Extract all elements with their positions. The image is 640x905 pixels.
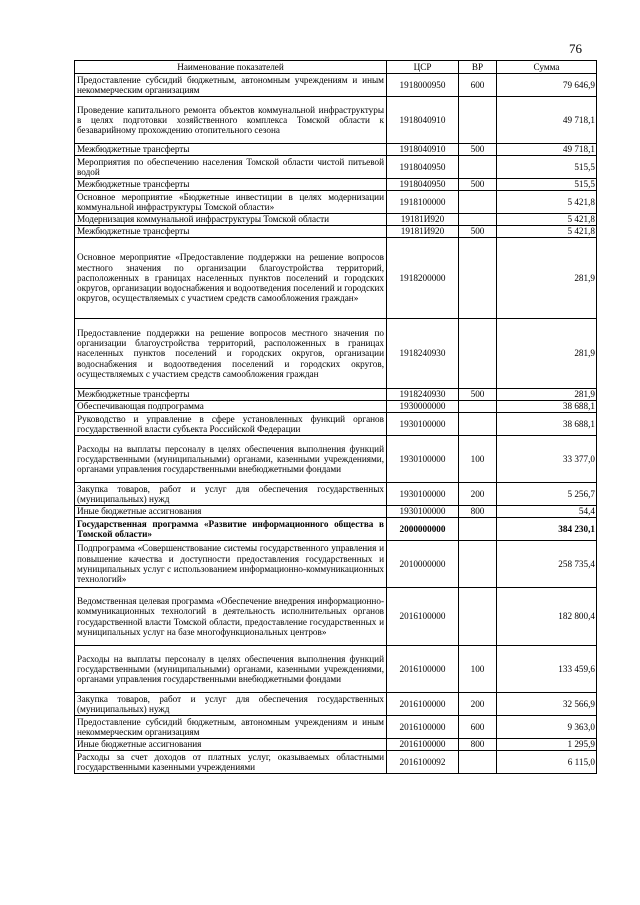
- cell-sum: 1 295,9: [497, 739, 597, 751]
- cell-sum: 33 377,0: [497, 436, 597, 483]
- table-row: [75, 739, 597, 751]
- cell-name: Межбюджетные трансферты: [75, 179, 387, 191]
- cell-sum: 38 688,1: [497, 401, 597, 413]
- cell-sum: 49 718,1: [497, 97, 597, 144]
- cell-code: 1930100000: [387, 413, 459, 436]
- cell-code: 2016100000: [387, 588, 459, 646]
- cell-sum: 5 256,7: [497, 483, 597, 506]
- cell-name: Подпрограмма «Совершенствование системы государственного управления и повышение качества и доступности предоставления государственных и муниципальных услуг с использованием информационно-коммуникационных технологий»: [75, 541, 387, 588]
- header-sum: Сумма: [497, 61, 597, 74]
- cell-vr: [459, 97, 497, 144]
- cell-sum: 5 421,8: [497, 214, 597, 226]
- cell-name: Государственная программа «Развитие информационного общества в Томской области»: [75, 518, 387, 541]
- cell-vr: 500: [459, 389, 497, 401]
- table-row: [75, 389, 597, 401]
- cell-sum: 38 688,1: [497, 413, 597, 436]
- cell-code: 19181И920: [387, 214, 459, 226]
- cell-code: 19181И920: [387, 226, 459, 238]
- cell-vr: [459, 319, 497, 389]
- cell-sum: 515,5: [497, 179, 597, 191]
- table-row: [75, 716, 597, 739]
- table-row: [75, 541, 597, 588]
- table-row: [75, 319, 597, 389]
- cell-name: Предоставление субсидий бюджетным, автономным учреждениям и иным некоммерческим организациям: [75, 716, 387, 739]
- cell-code: 1930100000: [387, 483, 459, 506]
- cell-name: Проведение капитального ремонта объектов коммунальной инфраструктуры в целях подготовки хозяйственного комплекса Томской области к безаварийному прохождению отопительного сезона: [75, 97, 387, 144]
- table-row: [75, 483, 597, 506]
- table-row: [75, 436, 597, 483]
- cell-code: 1930000000: [387, 401, 459, 413]
- cell-name: Иные бюджетные ассигнования: [75, 506, 387, 518]
- cell-vr: 500: [459, 226, 497, 238]
- cell-sum: 384 230,1: [497, 518, 597, 541]
- cell-name: Мероприятия по обеспечению населения Томской области чистой питьевой водой: [75, 156, 387, 179]
- cell-sum: 133 459,6: [497, 646, 597, 693]
- table-row: [75, 179, 597, 191]
- cell-vr: [459, 191, 497, 214]
- cell-vr: 600: [459, 74, 497, 97]
- cell-vr: [459, 588, 497, 646]
- cell-sum: 515,5: [497, 156, 597, 179]
- table-row: [75, 238, 597, 319]
- table-body: [75, 74, 597, 774]
- table-row: [75, 401, 597, 413]
- cell-name: Модернизация коммунальной инфраструктуры Томской области: [75, 214, 387, 226]
- cell-name: Иные бюджетные ассигнования: [75, 739, 387, 751]
- cell-code: 2000000000: [387, 518, 459, 541]
- table-row: [75, 214, 597, 226]
- cell-name: Основное мероприятие «Бюджетные инвестиции в целях модернизации коммунальной инфраструктуры Томской области»: [75, 191, 387, 214]
- header-vr: ВР: [459, 61, 497, 74]
- cell-sum: 54,4: [497, 506, 597, 518]
- table-row: [75, 191, 597, 214]
- cell-name: Предоставление поддержки на решение вопросов местного значения по организации благоустройства территорий, расположенных в границах населенных пунктов поселений и городских округов, организации водоснабжения и водоотведения поселений и городских округов, осуществляемых с участием средств самообложения граждан: [75, 319, 387, 389]
- cell-code: 1918200000: [387, 238, 459, 319]
- cell-code: 1918240930: [387, 319, 459, 389]
- table-row: [75, 693, 597, 716]
- cell-sum: 9 363,0: [497, 716, 597, 739]
- table-row: [75, 74, 597, 97]
- cell-name: Межбюджетные трансферты: [75, 389, 387, 401]
- cell-name: Расходы за счет доходов от платных услуг, оказываемых областными государственными казенными учреждениями: [75, 751, 387, 774]
- cell-name: Расходы на выплаты персоналу в целях обеспечения выполнения функций государственными (муниципальными) органами, казенными учреждениями, органами управления государственными внебюджетными фондами: [75, 646, 387, 693]
- cell-sum: 5 421,8: [497, 191, 597, 214]
- cell-code: 1918100000: [387, 191, 459, 214]
- table-row: [75, 413, 597, 436]
- cell-name: Межбюджетные трансферты: [75, 226, 387, 238]
- cell-vr: 500: [459, 179, 497, 191]
- header-code: ЦСР: [387, 61, 459, 74]
- cell-name: Основное мероприятие «Предоставление поддержки на решение вопросов местного значения по организации благоустройства территорий, расположенных в границах населенных пунктов поселений и городских округов, организации водоснабжения и водоотведения поселений и городских округов, осуществляемых с участием средств самообложения граждан»: [75, 238, 387, 319]
- table-row: [75, 646, 597, 693]
- header-name: Наименование показателей: [75, 61, 387, 74]
- cell-code: 1918040950: [387, 156, 459, 179]
- cell-vr: 500: [459, 144, 497, 156]
- cell-vr: [459, 541, 497, 588]
- cell-vr: [459, 238, 497, 319]
- cell-sum: 32 566,9: [497, 693, 597, 716]
- cell-code: 1918040950: [387, 179, 459, 191]
- cell-sum: 258 735,4: [497, 541, 597, 588]
- cell-sum: 281,9: [497, 389, 597, 401]
- cell-code: 1930100000: [387, 436, 459, 483]
- cell-name: Руководство и управление в сфере установленных функций органов государственной власти субъекта Российской Федерации: [75, 413, 387, 436]
- cell-name: Предоставление субсидий бюджетным, автономным учреждениям и иным некоммерческим организациям: [75, 74, 387, 97]
- cell-name: Межбюджетные трансферты: [75, 144, 387, 156]
- table-row: [75, 97, 597, 144]
- cell-name: Ведомственная целевая программа «Обеспечение внедрения информационно-коммуникационных технологий в деятельность исполнительных органов государственной власти Томской области, предоставление государственных и муниципальных услуг на базе многофункциональных центров»: [75, 588, 387, 646]
- cell-vr: [459, 214, 497, 226]
- cell-sum: 79 646,9: [497, 74, 597, 97]
- cell-vr: [459, 156, 497, 179]
- cell-sum: 182 800,4: [497, 588, 597, 646]
- cell-vr: 200: [459, 483, 497, 506]
- cell-name: Обеспечивающая подпрограмма: [75, 401, 387, 413]
- cell-code: 2016100000: [387, 693, 459, 716]
- cell-code: 1918000950: [387, 74, 459, 97]
- cell-vr: [459, 518, 497, 541]
- table-row: [75, 518, 597, 541]
- cell-sum: 49 718,1: [497, 144, 597, 156]
- table-row: [75, 588, 597, 646]
- cell-sum: 281,9: [497, 238, 597, 319]
- cell-code: 1918040910: [387, 144, 459, 156]
- table-row: [75, 144, 597, 156]
- cell-sum: 5 421,8: [497, 226, 597, 238]
- cell-sum: 281,9: [497, 319, 597, 389]
- cell-sum: 6 115,0: [497, 751, 597, 774]
- table-row: [75, 156, 597, 179]
- cell-vr: [459, 401, 497, 413]
- table-header-row: [75, 61, 597, 74]
- table-row: [75, 506, 597, 518]
- cell-name: Расходы на выплаты персоналу в целях обеспечения выполнения функций государственными (муниципальными) органами, казенными учреждениями, органами управления государственными внебюджетными фондами: [75, 436, 387, 483]
- cell-code: 2016100092: [387, 751, 459, 774]
- budget-table: [74, 60, 597, 774]
- cell-vr: 100: [459, 436, 497, 483]
- cell-code: 2016100000: [387, 716, 459, 739]
- cell-name: Закупка товаров, работ и услуг для обеспечения государственных (муниципальных) нужд: [75, 693, 387, 716]
- cell-code: 2010000000: [387, 541, 459, 588]
- cell-vr: [459, 413, 497, 436]
- cell-vr: 600: [459, 716, 497, 739]
- table-row: [75, 226, 597, 238]
- cell-vr: 800: [459, 739, 497, 751]
- page-number: 76: [569, 41, 582, 56]
- cell-code: 2016100000: [387, 646, 459, 693]
- cell-code: 1930100000: [387, 506, 459, 518]
- cell-vr: 100: [459, 646, 497, 693]
- cell-vr: 800: [459, 506, 497, 518]
- cell-code: 1918240930: [387, 389, 459, 401]
- cell-code: 1918040910: [387, 97, 459, 144]
- cell-name: Закупка товаров, работ и услуг для обеспечения государственных (муниципальных) нужд: [75, 483, 387, 506]
- cell-code: 2016100000: [387, 739, 459, 751]
- cell-vr: [459, 751, 497, 774]
- cell-vr: 200: [459, 693, 497, 716]
- table-row: [75, 751, 597, 774]
